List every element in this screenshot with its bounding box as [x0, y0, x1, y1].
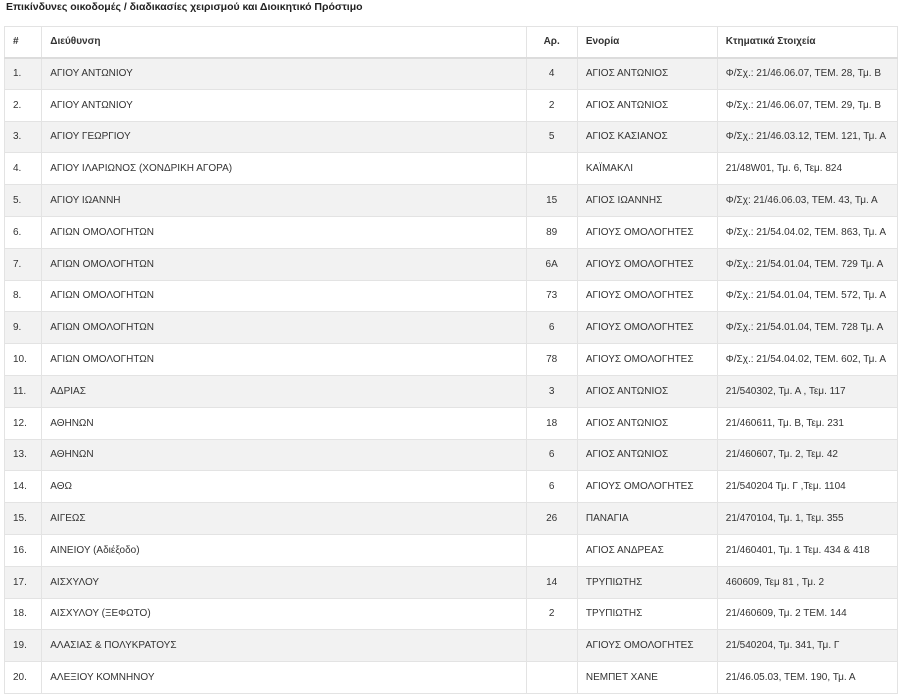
- cell-index: 11.: [5, 375, 42, 407]
- cell-parish: ΑΓΙΟΣ ΑΝΤΩΝΙΟΣ: [577, 89, 717, 121]
- page-title: Επικίνδυνες οικοδομές / διαδικασίες χειρισμού και Διοικητικό Πρόστιμο: [6, 1, 363, 13]
- cell-address: ΑΘΩ: [42, 471, 526, 503]
- cell-number: 5: [526, 121, 577, 153]
- table-row: [5, 662, 898, 694]
- cell-address: ΑΓΙΩΝ ΟΜΟΛΟΓΗΤΩΝ: [42, 344, 526, 376]
- header-parish: Ενορία: [577, 27, 717, 58]
- cell-parish: ΤΡΥΠΙΩΤΗΣ: [577, 598, 717, 630]
- cell-number: 15: [526, 185, 577, 217]
- table-row: [5, 121, 898, 153]
- buildings-table: [4, 26, 898, 694]
- table-row: [5, 598, 898, 630]
- table-header-row: [5, 27, 898, 58]
- cell-parish: ΑΓΙΟΣ ΑΝΔΡΕΑΣ: [577, 534, 717, 566]
- cell-parish: ΑΓΙΟΥΣ ΟΜΟΛΟΓΗΤΕΣ: [577, 312, 717, 344]
- table-row: [5, 471, 898, 503]
- cell-address: ΑΓΙΟΥ ΙΛΑΡΙΩΝΟΣ (ΧΟΝΔΡΙΚΗ ΑΓΟΡΑ): [42, 153, 526, 185]
- cell-number: [526, 630, 577, 662]
- cell-number: [526, 662, 577, 694]
- table-row: [5, 153, 898, 185]
- cell-address: ΑΓΙΩΝ ΟΜΟΛΟΓΗΤΩΝ: [42, 312, 526, 344]
- cell-index: 19.: [5, 630, 42, 662]
- cell-cadastral: 460609, Τεμ 81 , Τμ. 2: [717, 566, 897, 598]
- cell-index: 9.: [5, 312, 42, 344]
- cell-cadastral: 21/460609, Τμ. 2 ΤΕΜ. 144: [717, 598, 897, 630]
- table-row: [5, 566, 898, 598]
- cell-number: 14: [526, 566, 577, 598]
- cell-address: ΑΙΝΕΙΟΥ (Αδιέξοδο): [42, 534, 526, 566]
- cell-number: 3: [526, 375, 577, 407]
- cell-address: ΑΓΙΟΥ ΙΩΑΝΝΗ: [42, 185, 526, 217]
- cell-index: 7.: [5, 248, 42, 280]
- cell-number: 78: [526, 344, 577, 376]
- cell-number: 6: [526, 471, 577, 503]
- cell-parish: ΑΓΙΟΣ ΑΝΤΩΝΙΟΣ: [577, 58, 717, 90]
- cell-address: ΑΓΙΟΥ ΑΝΤΩΝΙΟΥ: [42, 58, 526, 90]
- cell-index: 17.: [5, 566, 42, 598]
- cell-index: 5.: [5, 185, 42, 217]
- table-row: [5, 248, 898, 280]
- cell-address: ΑΔΡΙΑΣ: [42, 375, 526, 407]
- cell-number: [526, 534, 577, 566]
- cell-cadastral: Φ/Σχ.: 21/54.04.02, ΤΕΜ. 863, Τμ. Α: [717, 216, 897, 248]
- table-row: [5, 344, 898, 376]
- cell-cadastral: 21/460611, Τμ. Β, Τεμ. 231: [717, 407, 897, 439]
- cell-parish: ΑΓΙΟΣ ΑΝΤΩΝΙΟΣ: [577, 375, 717, 407]
- cell-cadastral: 21/46.05.03, ΤΕΜ. 190, Τμ. Α: [717, 662, 897, 694]
- cell-cadastral: Φ/Σχ: 21/46.06.03, ΤΕΜ. 43, Τμ. Α: [717, 185, 897, 217]
- table-row: [5, 312, 898, 344]
- cell-parish: ΑΓΙΟΥΣ ΟΜΟΛΟΓΗΤΕΣ: [577, 344, 717, 376]
- cell-number: 26: [526, 503, 577, 535]
- cell-parish: ΑΓΙΟΣ ΚΑΣΙΑΝΟΣ: [577, 121, 717, 153]
- cell-index: 12.: [5, 407, 42, 439]
- cell-cadastral: Φ/Σχ.: 21/54.01.04, ΤΕΜ. 729 Τμ. Α: [717, 248, 897, 280]
- cell-index: 15.: [5, 503, 42, 535]
- cell-address: ΑΙΣΧΥΛΟΥ (ΞΕΦΩΤΟ): [42, 598, 526, 630]
- cell-index: 20.: [5, 662, 42, 694]
- cell-number: 2: [526, 598, 577, 630]
- cell-cadastral: Φ/Σχ.: 21/54.04.02, ΤΕΜ. 602, Τμ. Α: [717, 344, 897, 376]
- table-row: [5, 439, 898, 471]
- cell-parish: ΑΓΙΟΥΣ ΟΜΟΛΟΓΗΤΕΣ: [577, 471, 717, 503]
- table-body: [5, 58, 898, 694]
- cell-address: ΑΘΗΝΩΝ: [42, 439, 526, 471]
- table-row: [5, 503, 898, 535]
- cell-parish: ΤΡΥΠΙΩΤΗΣ: [577, 566, 717, 598]
- cell-index: 16.: [5, 534, 42, 566]
- table-row: [5, 534, 898, 566]
- cell-number: 4: [526, 58, 577, 90]
- cell-index: 10.: [5, 344, 42, 376]
- table-row: [5, 185, 898, 217]
- cell-parish: ΠΑΝΑΓΙΑ: [577, 503, 717, 535]
- cell-index: 13.: [5, 439, 42, 471]
- cell-address: ΑΓΙΟΥ ΓΕΩΡΓΙΟΥ: [42, 121, 526, 153]
- header-cadastral: Κτηματικά Στοιχεία: [717, 27, 897, 58]
- cell-index: 6.: [5, 216, 42, 248]
- cell-index: 3.: [5, 121, 42, 153]
- cell-parish: ΑΓΙΟΥΣ ΟΜΟΛΟΓΗΤΕΣ: [577, 248, 717, 280]
- table-row: [5, 375, 898, 407]
- table-row: [5, 280, 898, 312]
- cell-number: 6: [526, 439, 577, 471]
- cell-index: 1.: [5, 58, 42, 90]
- cell-parish: ΑΓΙΟΣ ΑΝΤΩΝΙΟΣ: [577, 407, 717, 439]
- cell-address: ΑΛΑΣΙΑΣ & ΠΟΛΥΚΡΑΤΟΥΣ: [42, 630, 526, 662]
- cell-cadastral: Φ/Σχ.: 21/54.01.04, ΤΕΜ. 728 Τμ. Α: [717, 312, 897, 344]
- cell-address: ΑΙΓΕΩΣ: [42, 503, 526, 535]
- cell-number: 6: [526, 312, 577, 344]
- cell-index: 4.: [5, 153, 42, 185]
- cell-index: 2.: [5, 89, 42, 121]
- cell-cadastral: 21/460401, Τμ. 1 Τεμ. 434 & 418: [717, 534, 897, 566]
- cell-cadastral: 21/540204, Τμ. 341, Τμ. Γ: [717, 630, 897, 662]
- cell-index: 8.: [5, 280, 42, 312]
- cell-address: ΑΓΙΟΥ ΑΝΤΩΝΙΟΥ: [42, 89, 526, 121]
- header-number: Αρ.: [526, 27, 577, 58]
- cell-address: ΑΓΙΩΝ ΟΜΟΛΟΓΗΤΩΝ: [42, 248, 526, 280]
- cell-parish: ΚΑΪΜΑΚΛΙ: [577, 153, 717, 185]
- cell-number: 18: [526, 407, 577, 439]
- table-row: [5, 630, 898, 662]
- cell-parish: ΑΓΙΟΥΣ ΟΜΟΛΟΓΗΤΕΣ: [577, 280, 717, 312]
- table-row: [5, 58, 898, 90]
- cell-address: ΑΓΙΩΝ ΟΜΟΛΟΓΗΤΩΝ: [42, 216, 526, 248]
- cell-cadastral: 21/540204 Τμ. Γ ,Τεμ. 1104: [717, 471, 897, 503]
- cell-address: ΑΙΣΧΥΛΟΥ: [42, 566, 526, 598]
- cell-parish: ΝΕΜΠΕΤ ΧΑΝΕ: [577, 662, 717, 694]
- header-index: #: [5, 27, 42, 58]
- cell-cadastral: 21/460607, Τμ. 2, Τεμ. 42: [717, 439, 897, 471]
- cell-index: 18.: [5, 598, 42, 630]
- table-row: [5, 407, 898, 439]
- cell-number: 73: [526, 280, 577, 312]
- cell-cadastral: Φ/Σχ.: 21/54.01.04, ΤΕΜ. 572, Τμ. Α: [717, 280, 897, 312]
- header-address: Διεύθυνση: [42, 27, 526, 58]
- table-row: [5, 216, 898, 248]
- cell-number: 89: [526, 216, 577, 248]
- table-row: [5, 89, 898, 121]
- cell-address: ΑΓΙΩΝ ΟΜΟΛΟΓΗΤΩΝ: [42, 280, 526, 312]
- cell-parish: ΑΓΙΟΣ ΑΝΤΩΝΙΟΣ: [577, 439, 717, 471]
- cell-parish: ΑΓΙΟΣ ΙΩΑΝΝΗΣ: [577, 185, 717, 217]
- cell-cadastral: Φ/Σχ.: 21/46.03.12, ΤΕΜ. 121, Τμ. Α: [717, 121, 897, 153]
- cell-cadastral: 21/470104, Τμ. 1, Τεμ. 355: [717, 503, 897, 535]
- cell-number: 2: [526, 89, 577, 121]
- cell-index: 14.: [5, 471, 42, 503]
- cell-parish: ΑΓΙΟΥΣ ΟΜΟΛΟΓΗΤΕΣ: [577, 630, 717, 662]
- cell-address: ΑΘΗΝΩΝ: [42, 407, 526, 439]
- cell-number: [526, 153, 577, 185]
- cell-cadastral: 21/540302, Τμ. Α , Τεμ. 117: [717, 375, 897, 407]
- cell-parish: ΑΓΙΟΥΣ ΟΜΟΛΟΓΗΤΕΣ: [577, 216, 717, 248]
- cell-cadastral: Φ/Σχ.: 21/46.06.07, ΤΕΜ. 28, Τμ. Β: [717, 58, 897, 90]
- cell-address: ΑΛΕΞΙΟΥ ΚΟΜΝΗΝΟΥ: [42, 662, 526, 694]
- cell-cadastral: Φ/Σχ.: 21/46.06.07, ΤΕΜ. 29, Τμ. Β: [717, 89, 897, 121]
- cell-number: 6Α: [526, 248, 577, 280]
- cell-cadastral: 21/48W01, Τμ. 6, Τεμ. 824: [717, 153, 897, 185]
